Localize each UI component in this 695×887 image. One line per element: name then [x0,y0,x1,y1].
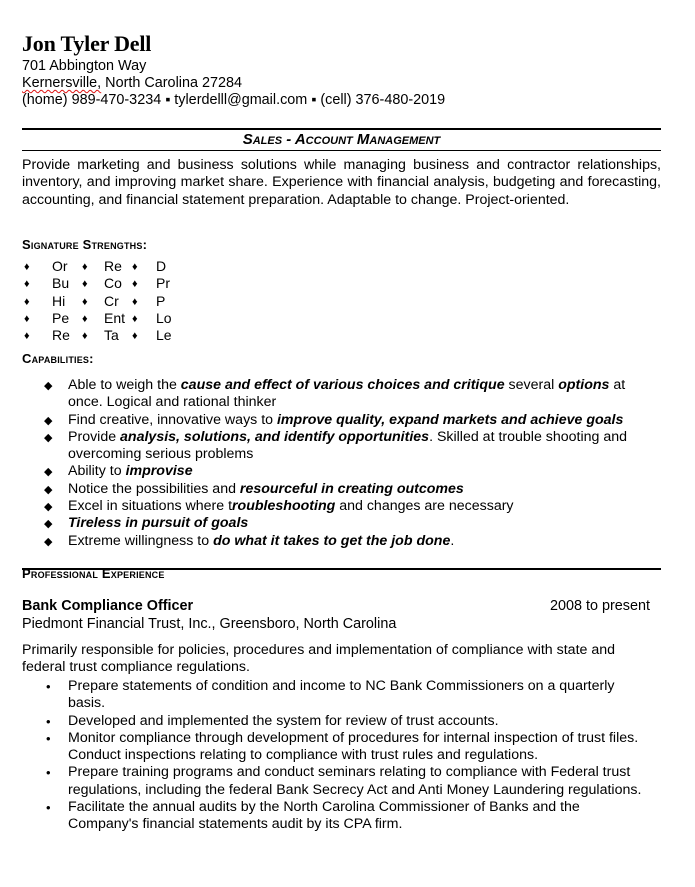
diamond-bullet-icon: ♦ [132,312,138,325]
contact-phones: (home) 989-470-3234 ▪ tylerdelll@gmail.com ▪ (cell) 376-480-2019 [22,92,446,108]
job-summary: Primarily responsible for policies, procedures and implementation of compliance with state and federal trust compliance regulations. [22,642,616,676]
capabilities-title: Capabilities: [22,351,94,366]
duty-item [44,730,644,765]
diamond-bullet-icon: ◆ [44,380,53,392]
capability-emphasis: improvise [125,463,193,480]
bullet-dot-icon: • [46,679,51,694]
banner-part-1: Sales - [242,131,295,148]
diamond-bullet-icon: ♦ [24,278,30,291]
diamond-bullet-icon: ♦ [132,261,138,273]
diamond-bullet-icon: ♦ [82,261,88,273]
diamond-bullet-icon: ♦ [24,312,30,325]
duty-text: Developed and implemented the system for review of trust accounts. [68,712,499,729]
profile-summary: Provide marketing and business solutions while managing business and contractor relationships, inventory, and improving market share. Experience with financial analysis, budgeting and forecasting, accounting, and financial statement preparation. Adaptable to change. Project-oriented. [22,157,661,208]
capability-text: Find creative, innovative ways to [68,411,277,428]
diamond-bullet-icon: ♦ [82,330,88,343]
duty-item [44,678,644,713]
job-dates: 2008 to present [549,598,650,614]
capability-emphasis: do what it takes to get the job done [213,532,451,549]
capability-item [44,515,659,532]
capability-emphasis: analysis, solutions, and identify opportunities [120,428,430,445]
strength-item: Co [104,275,122,292]
duty-item [44,713,644,730]
strength-item: Re [52,327,70,344]
strength-item: Ent [104,309,126,326]
bullet-dot-icon: • [46,713,51,729]
capability-item [44,481,659,498]
experience-title: Professional Experience [22,566,165,581]
candidate-name: Jon Tyler Dell [22,31,152,56]
job-title: Bank Compliance Officer [22,598,194,614]
capability-text: Ability to [68,463,126,480]
capability-item [44,429,659,464]
capability-text: Excel in situations where t [68,498,233,515]
strength-item: Or [52,258,68,274]
strength-item: Cr [104,292,119,309]
employer: Piedmont Financial Trust, Inc., Greensboro, North Carolina [22,616,397,632]
capability-text: and changes are necessary [335,498,514,515]
bullet-dot-icon: • [46,765,51,781]
address-line: 701 Abbington Way [22,58,147,74]
diamond-bullet-icon: ◆ [44,501,53,514]
banner-part-2: Account Management [294,131,441,148]
diamond-bullet-icon: ◆ [44,518,53,531]
banner-bottom-rule [22,150,661,151]
diamond-bullet-icon: ♦ [24,330,30,343]
diamond-bullet-icon: ♦ [24,261,30,273]
duty-text: Monitor compliance through development of procedures for internal inspection of trust files. Conduct inspections relating to compliance with trust rules and regulations. [68,729,639,764]
capability-emphasis: Tireless in pursuit of goals [68,515,249,532]
strength-item: Pe [52,309,70,326]
capability-text: . [450,532,455,549]
capability-text: several [504,377,559,393]
strength-item: Lo [156,309,172,326]
job-duties-list [44,678,644,834]
capability-item [44,498,659,515]
capability-text: Extreme willingness to [68,532,214,549]
banner-top-rule [22,128,661,130]
strength-item: Hi [52,292,66,309]
capability-text: . Skilled at trouble shooting and overcoming serious problems [68,428,628,463]
diamond-bullet-icon: ◆ [44,483,53,496]
diamond-bullet-icon: ◆ [44,535,53,548]
state-zip: North Carolina 27284 [101,75,242,91]
capability-item [44,463,659,480]
city-line [22,75,242,92]
capability-item [44,377,659,412]
diamond-bullet-icon: ♦ [82,312,88,325]
capability-item [44,533,659,550]
bullet-dot-icon: • [46,800,51,816]
diamond-bullet-icon: ♦ [24,295,30,308]
strength-item: Le [156,327,172,344]
diamond-bullet-icon: ◆ [44,466,53,479]
capability-item [44,412,659,429]
city-name: Kernersville, [22,75,102,91]
diamond-bullet-icon: ♦ [82,278,88,291]
strength-item: P [156,292,166,309]
diamond-bullet-icon: ◆ [44,431,53,444]
duty-item [44,799,644,834]
duty-text: Prepare training programs and conduct seminars relating to compliance with Federal trust regulations, including the federal Bank Secrecy Act and Anti Money Laundering regulations. [68,764,642,798]
strength-item: Pr [156,275,170,292]
capabilities-list [44,377,659,550]
duty-item [44,764,644,799]
diamond-bullet-icon: ♦ [132,278,138,291]
capability-emphasis: cause and effect of various choices and critique [180,377,505,393]
strength-item: Ta [104,327,119,344]
capability-emphasis: improve quality, expand markets and achieve goals [276,411,624,428]
capability-text: Notice the possibilities and [68,480,240,497]
objective-banner [22,131,661,148]
diamond-bullet-icon: ♦ [132,330,138,343]
bullet-dot-icon: • [46,730,51,746]
capability-emphasis: resourceful in creating outcomes [239,480,464,497]
diamond-bullet-icon: ◆ [44,414,53,427]
strength-item: Re [104,258,122,274]
signature-strengths-title: Signature Strengths: [22,237,148,252]
duty-text: Facilitate the annual audits by the North Carolina Commissioner of Banks and the Company's financial statements audit by its CPA firm. [68,799,580,833]
capability-text: Provide [68,428,121,445]
capability-emphasis: options [558,377,610,393]
strength-item: D [156,258,167,274]
capability-emphasis: roubleshooting [232,498,336,515]
diamond-bullet-icon: ♦ [82,295,88,308]
strength-item: Bu [52,275,70,292]
capability-text: at once. Logical and rational thinker [68,377,626,411]
capability-text: Able to weigh the [68,377,181,393]
diamond-bullet-icon: ♦ [132,295,138,308]
duty-text: Prepare statements of condition and income to NC Bank Commissioners on a quarterly basis. [68,678,615,712]
